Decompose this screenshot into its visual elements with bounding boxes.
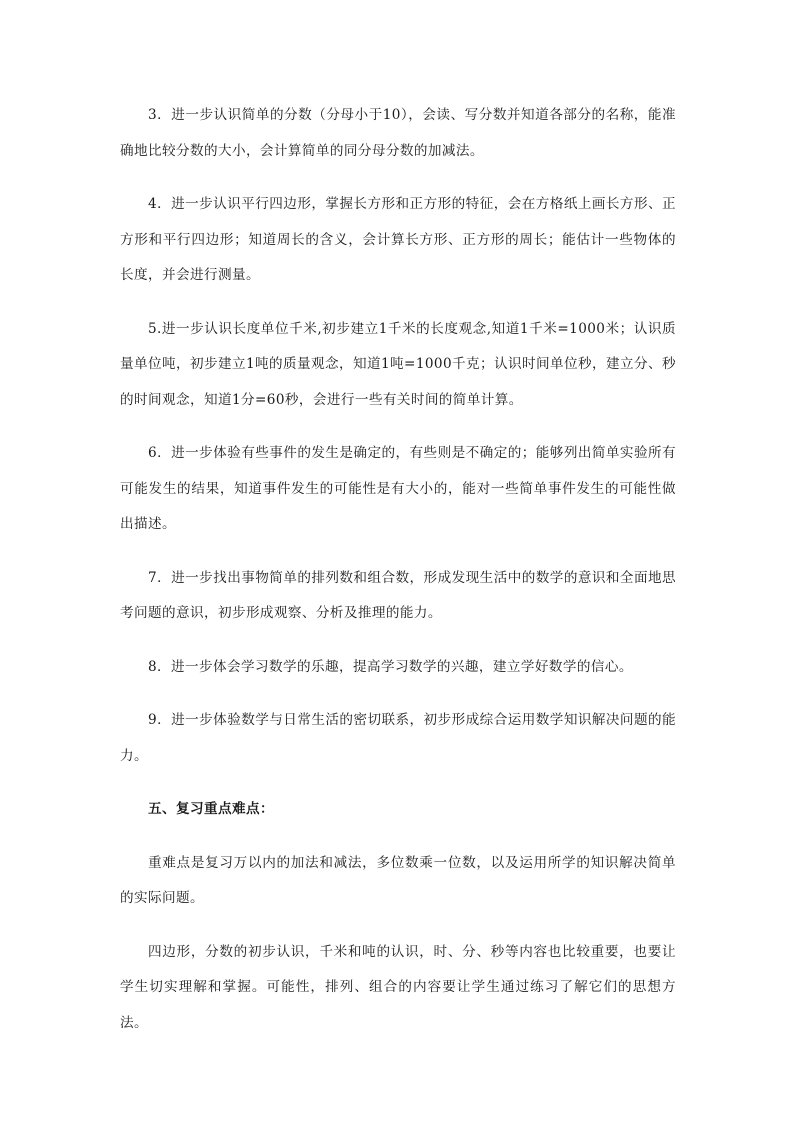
paragraph-key-points: 重难点是复习万以内的加法和减法，多位数乘一位数，以及运用所学的知识解决简单的实际问题。 — [120, 854, 676, 906]
paragraph-item-4: 4．进一步认识平行四边形，掌握长方形和正方形的特征，会在方格纸上画长方形、正方形和平行四边形；知道周长的含义，会计算长方形、正方形的周长；能估计一些物体的长度，并会进行测量。 — [120, 196, 676, 283]
paragraph-item-6: 6．进一步体验有些事件的发生是确定的，有些则是不确定的；能够列出简单实验所有可能发生的结果，知道事件发生的可能性是有大小的，能对一些简单事件发生的可能性做出描述。 — [120, 445, 676, 532]
paragraph-secondary-points: 四边形，分数的初步认识，千米和吨的认识，时、分、秒等内容也比较重要，也要让学生切实理解和掌握。可能性，排列、组合的内容要让学生通过练习了解它们的思想方法。 — [120, 943, 676, 1031]
paragraph-item-9: 9．进一步体验数学与日常生活的密切联系，初步形成综合运用数学知识解决问题的能力。 — [120, 712, 676, 764]
paragraph-item-5: 5.进一步认识长度单位千米,初步建立1千米的长度观念,知道1千米=1000米；认识质量单位吨，初步建立1吨的质量观念，知道1吨=1000千克；认识时间单位秒，建立分、秒的时间观念，知道1分=60秒，会进行一些有关时间的简单计算。 — [120, 320, 676, 408]
paragraph-item-7: 7．进一步找出事物简单的排列数和组合数，形成发现生活中的数学的意识和全面地思考问题的意识，初步形成观察、分析及推理的能力。 — [120, 569, 676, 621]
paragraph-item-3: 3．进一步认识简单的分数（分母小于10），会读、写分数并知道各部分的名称，能准确地比较分数的大小，会计算简单的同分母分数的加减法。 — [120, 107, 676, 159]
section-heading: 五、复习重点难点： — [148, 801, 274, 817]
paragraph-item-8: 8．进一步体会学习数学的乐趣，提高学习数学的兴趣，建立学好数学的信心。 — [148, 658, 633, 675]
document-page — [120, 98, 676, 1059]
